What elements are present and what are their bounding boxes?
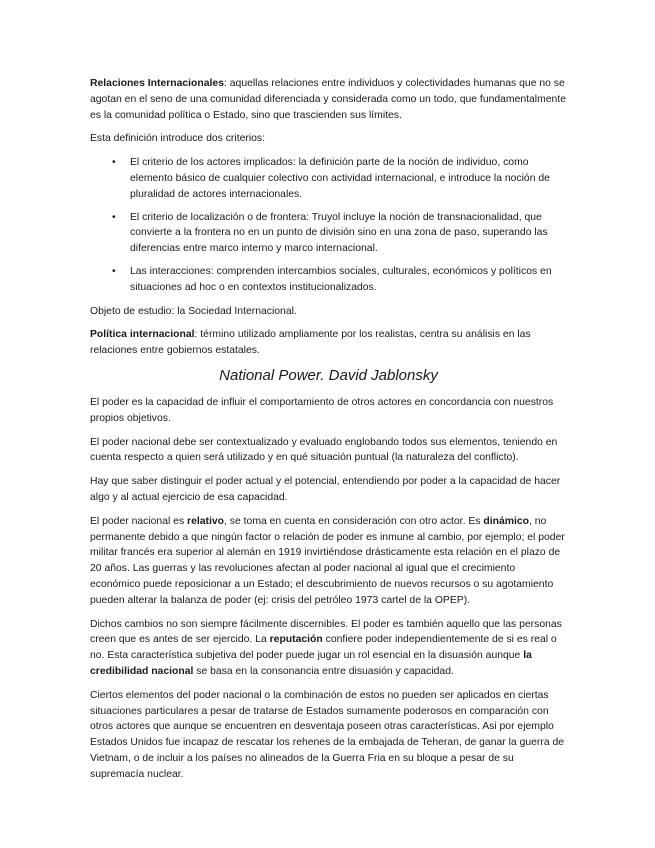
bullet-icon: • bbox=[112, 157, 116, 169]
text-run: se basa en la consonancia entre disuasión y capacidad. bbox=[193, 665, 454, 677]
paragraph: El poder nacional debe ser contextualizado y evaluado englobando todos sus elementos, teniendo en cuenta respecto a quien será utilizado y en qué situación puntual (la naturaleza del conflicto). bbox=[90, 436, 558, 464]
text-run: , se toma en cuenta en consideración con otro actor. Es bbox=[224, 515, 484, 527]
term-politica-internacional: Política internacional bbox=[90, 329, 195, 341]
bullet-icon: • bbox=[112, 265, 116, 277]
paragraph-relativo-dinamico bbox=[90, 514, 567, 609]
objeto-de-estudio: Objeto de estudio: la Sociedad Internacional. bbox=[90, 305, 297, 317]
text-run: confiere poder independientemente de si es real o no. Esta característica subjetiva del poder puede jugar un rol esencial en la disuasión aunque bbox=[90, 634, 557, 662]
list-item bbox=[90, 155, 567, 202]
term-dinamico: dinámico bbox=[483, 515, 529, 527]
politica-definition-text: : término utilizado ampliamente por los realistas, centra su análisis en las relaciones entre gobiernos estatales. bbox=[90, 329, 531, 357]
list-item-text: El criterio de localización o de frontera: Truyol incluye la noción de transnacionalidad, que convierte a la frontera no en un punto de división sino en una zona de paso, superando las diferencias entre marco interno y marco internacional. bbox=[130, 211, 548, 255]
text-run: Dichos cambios no son siempre fácilmente discernibles. El poder es también aquello que las personas creen que es antes de ser ejercido. La bbox=[90, 618, 562, 646]
bullet-icon: • bbox=[112, 211, 116, 223]
criteria-list bbox=[90, 155, 567, 295]
term-credibilidad-nacional: la credibilidad nacional bbox=[90, 650, 532, 677]
text-run: El poder nacional es bbox=[90, 515, 188, 527]
paragraph-ri-definition bbox=[90, 76, 567, 123]
term-reputacion: reputación bbox=[269, 634, 323, 646]
paragraph: Ciertos elementos del poder nacional o la combinación de estos no pueden ser aplicados en ciertas situaciones particulares a pesar de tratarse de Estados sumamente poderosos en comparación con otros actores que aunque se encuentren en desventaja poseen otras características. Asi por ejemplo Estados Unidos fue incapaz de rescatar los rehenes de la embajada de Teheran, de ganar la guerra de Vietnam, o de incluir a los países no alineados de la Guerra Fria en su bloque a pesar de su supremacía nuclear. bbox=[90, 689, 565, 780]
paragraph: Hay que saber distinguir el poder actual y el potencial, entendiendo por poder a la capacidad de hacer algo y al actual ejercicio de esa capacidad. bbox=[90, 476, 561, 503]
section-heading: National Power. David Jablonsky bbox=[219, 366, 438, 384]
paragraph: El poder es la capacidad de influir el comportamiento de otros actores en concordancia con nuestros propios objetivos. bbox=[90, 396, 554, 424]
paragraph-politica-internacional bbox=[90, 327, 567, 359]
list-item bbox=[90, 264, 567, 296]
list-item bbox=[90, 210, 567, 257]
paragraph-reputacion bbox=[90, 617, 567, 680]
list-item-text: El criterio de los actores implicados: la definición parte de la noción de individuo, como elemento básico de cualquier colectivo con actividad internacional, e introduce la noción de pluralidad de actores internacionales. bbox=[130, 157, 550, 200]
term-relativo: relativo bbox=[187, 515, 225, 527]
ri-definition-text: : aquellas relaciones entre individuos y colectividades humanas que no se agotan en el seno de una comunidad diferenciada y considerada como un todo, que fundamentalmente es la comunidad política o Estado, sino que trascienden sus límites. bbox=[90, 78, 566, 121]
list-item-text: Las interacciones: comprenden intercambios sociales, culturales, económicos y políticos en situaciones ad hoc o en contextos institucionalizados. bbox=[130, 265, 552, 293]
text-run: , no permanente debido a que ningún factor o relación de poder es inmune al cambio, por ejemplo; el poder militar francés era superior al alemán en 1919 invirtiéndose drásticamente esta relación en el plazo de 20 años. Las guerras y las revoluciones afectan al poder nacional al igual que el crecimiento económico puede reposicionar a un Estado; el descubrimiento de nuevos recursos o su agotamiento pueden alterar la balanza de poder (ej: crisis del petróleo 1973 cartel de la OPEP). bbox=[90, 515, 565, 606]
criteria-intro: Esta definición introduce dos criterios: bbox=[90, 133, 265, 145]
term-relaciones-internacionales: Relaciones Internacionales bbox=[90, 78, 224, 89]
